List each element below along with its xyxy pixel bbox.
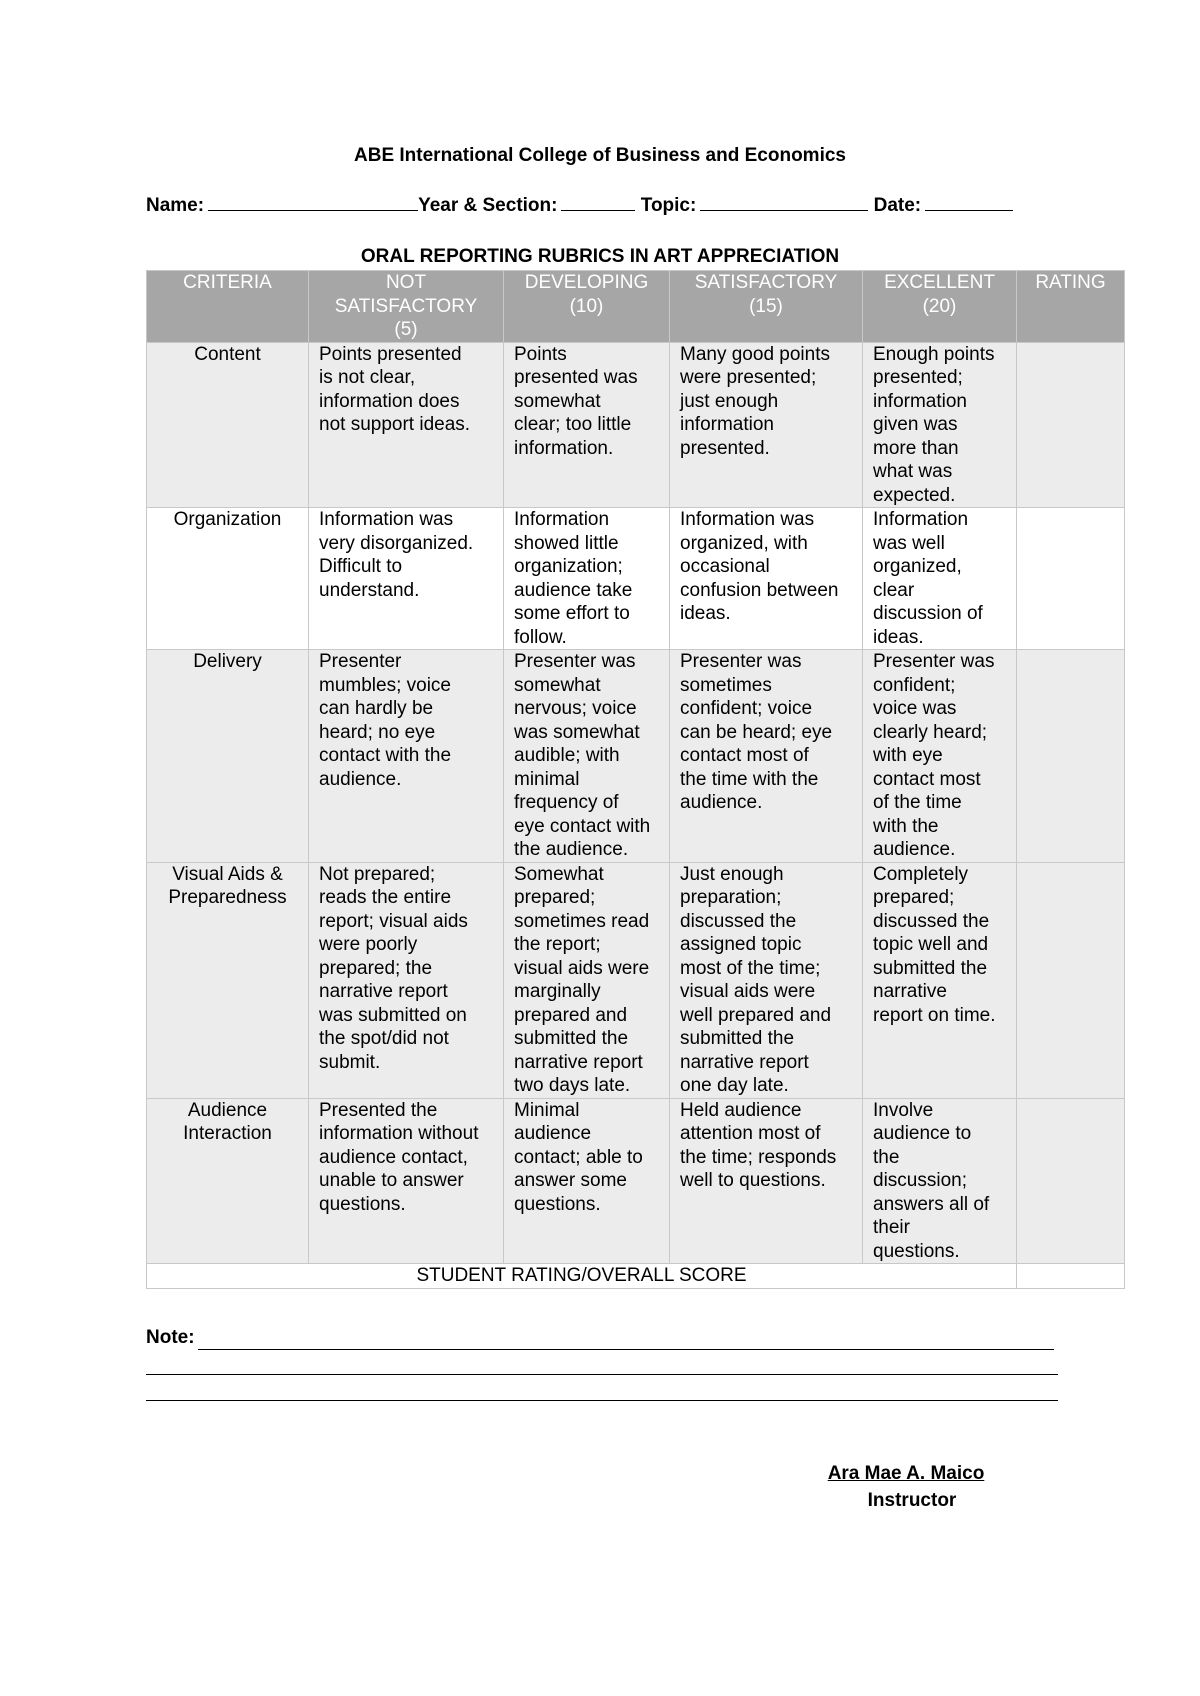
table-row	[147, 508, 1125, 650]
rating-cell[interactable]	[1017, 1098, 1125, 1264]
description-line: with eye	[873, 745, 943, 766]
description-line: questions.	[873, 1240, 960, 1262]
description-line: sometimes read	[514, 910, 650, 932]
satisfactory-cell	[670, 342, 863, 508]
description-line: was somewhat	[514, 721, 640, 743]
description-line: given was	[873, 414, 958, 435]
description-line: contact most	[873, 768, 981, 790]
excellent-cell	[863, 342, 1017, 508]
description-line: minimal	[514, 768, 580, 790]
description-line: organization;	[514, 556, 623, 577]
criteria-cell	[147, 1098, 309, 1264]
description-line: occasional	[680, 556, 770, 577]
description-line: ideas.	[873, 626, 924, 648]
description-line: the audience.	[514, 839, 629, 860]
description-line: questions.	[514, 1193, 601, 1215]
criteria-line: Preparedness	[168, 887, 287, 908]
criteria-line: Interaction	[183, 1123, 272, 1144]
description-line: information does	[319, 390, 460, 412]
description-line: Information was	[319, 509, 454, 530]
description-line: narrative report	[680, 1051, 809, 1073]
description-line: audience contact,	[319, 1146, 468, 1168]
note-line	[198, 1349, 1054, 1350]
description-line: well prepared and	[680, 1004, 832, 1026]
satisfactory-cell	[670, 508, 863, 650]
description-line: were poorly	[319, 934, 418, 955]
description-line: Presenter	[319, 651, 402, 672]
description-line: presented.	[680, 437, 770, 459]
description-line: questions.	[319, 1193, 406, 1215]
description-line: can hardly be	[319, 698, 434, 719]
description-line: what was	[873, 461, 953, 482]
developing-cell	[504, 508, 670, 650]
note-label: Note:	[146, 1327, 195, 1348]
description-line: expected.	[873, 484, 956, 506]
description-line: Completely	[873, 863, 969, 885]
description-line: nervous; voice	[514, 698, 637, 719]
description-line: Somewhat	[514, 863, 604, 885]
description-line: confident;	[873, 674, 956, 696]
header-criteria: CRITERIA	[147, 271, 309, 343]
name-label: Name	[146, 195, 198, 216]
description-line: was submitted on	[319, 1004, 467, 1026]
description-line: Points presented	[319, 343, 462, 365]
description-line: Not prepared;	[319, 863, 436, 885]
topic-blank	[700, 194, 868, 211]
description-line: frequency of	[514, 792, 619, 813]
description-line: audible; with	[514, 745, 620, 766]
instructor-role: Instructor	[867, 1490, 957, 1511]
developing-cell	[504, 1098, 670, 1264]
description-line: discussed the	[873, 910, 990, 932]
description-line: mumbles; voice	[319, 674, 451, 696]
description-line: heard; no eye	[319, 721, 436, 743]
not-satisfactory-cell	[309, 1098, 504, 1264]
excellent-cell	[863, 650, 1017, 863]
description-line: audience.	[680, 792, 763, 813]
description-line: answers all of	[873, 1193, 990, 1215]
description-line: confident; voice	[680, 698, 813, 719]
description-line: the	[873, 1146, 900, 1168]
criteria-cell	[147, 862, 309, 1098]
description-line: Involve	[873, 1099, 934, 1121]
description-line: Information	[873, 509, 969, 530]
description-line: with the	[873, 815, 939, 837]
total-label: STUDENT RATING/OVERALL SCORE	[147, 1264, 1017, 1289]
description-line: prepared;	[873, 887, 955, 908]
description-line: audience	[514, 1123, 592, 1144]
description-line: Enough points	[873, 343, 995, 365]
description-line: prepared;	[514, 887, 596, 908]
description-line: discussed the	[680, 910, 797, 932]
rating-cell[interactable]	[1017, 862, 1125, 1098]
satisfactory-cell	[670, 1098, 863, 1264]
description-line: contact with the	[319, 745, 452, 766]
description-line: assigned topic	[680, 934, 802, 955]
description-line: Many good points	[680, 343, 830, 365]
header-not-satisfactory: NOT SATISFACTORY (5)	[309, 271, 504, 343]
description-line: preparation;	[680, 887, 782, 908]
date-blank	[925, 194, 1013, 211]
description-line: just enough	[680, 390, 779, 412]
criteria-line: Content	[194, 343, 261, 365]
description-line: their	[873, 1217, 910, 1238]
description-line: is not clear,	[319, 367, 416, 388]
rating-cell[interactable]	[1017, 342, 1125, 508]
description-line: confusion between	[680, 579, 839, 601]
description-line: not support ideas.	[319, 414, 471, 435]
not-satisfactory-cell	[309, 342, 504, 508]
note-line	[146, 1374, 1058, 1375]
description-line: very disorganized.	[319, 532, 474, 554]
description-line: narrative report	[319, 981, 448, 1002]
description-line: narrative	[873, 981, 947, 1002]
description-line: submitted the	[514, 1028, 629, 1049]
description-line: discussion of	[873, 603, 983, 624]
header-satisfactory: SATISFACTORY (15)	[670, 271, 863, 343]
description-line: information	[873, 390, 967, 412]
school-title: ABE International College of Business and Economics	[354, 145, 846, 166]
description-line: audience to	[873, 1123, 972, 1144]
description-line: Presenter was	[873, 651, 995, 672]
description-line: clear; too little	[514, 414, 632, 435]
rating-cell[interactable]	[1017, 650, 1125, 863]
description-line: audience take	[514, 579, 633, 601]
description-line: understand.	[319, 579, 420, 601]
topic-label: Topic:	[640, 195, 697, 216]
excellent-cell	[863, 1098, 1017, 1264]
description-line: visual aids were	[680, 981, 816, 1002]
description-line: clearly heard;	[873, 721, 988, 743]
description-line: reads the entire	[319, 887, 452, 908]
description-line: submitted the	[873, 957, 988, 979]
description-line: somewhat	[514, 390, 601, 412]
criteria-cell	[147, 342, 309, 508]
description-line: ideas.	[680, 603, 731, 624]
excellent-cell	[863, 862, 1017, 1098]
description-line: more than	[873, 437, 959, 459]
description-line: follow.	[514, 626, 567, 648]
description-line: sometimes	[680, 674, 772, 696]
header-row	[147, 271, 1125, 343]
not-satisfactory-cell	[309, 508, 504, 650]
description-line: information.	[514, 437, 614, 459]
header-developing: DEVELOPING (10)	[504, 271, 670, 343]
description-line: one day late.	[680, 1075, 789, 1096]
description-line: answer some	[514, 1170, 627, 1191]
description-line: submit.	[319, 1051, 381, 1073]
description-line: the time; responds	[680, 1146, 837, 1168]
instructor-name: Ara Mae A. Maico	[827, 1463, 985, 1484]
description-line: submitted the	[680, 1028, 795, 1049]
criteria-line: Visual Aids &	[172, 863, 283, 885]
description-line: visual aids were	[514, 957, 650, 979]
description-line: Presenter was	[680, 651, 802, 672]
rubric-table	[146, 270, 1125, 1289]
satisfactory-cell	[670, 862, 863, 1098]
developing-cell	[504, 650, 670, 863]
description-line: eye contact with	[514, 815, 651, 837]
developing-cell	[504, 862, 670, 1098]
rubric-title: ORAL REPORTING RUBRICS IN ART APPRECIATION	[360, 246, 840, 267]
description-line: topic well and	[873, 934, 989, 955]
description-line: clear	[873, 579, 915, 601]
description-line: Presented the	[319, 1099, 438, 1121]
note-line	[146, 1400, 1058, 1401]
description-line: information without	[319, 1123, 479, 1144]
criteria-cell	[147, 650, 309, 863]
criteria-line: Organization	[173, 509, 282, 530]
description-line: can be heard; eye	[680, 721, 833, 743]
overall-score-cell[interactable]	[1017, 1264, 1125, 1289]
description-line: narrative report	[514, 1051, 643, 1073]
description-line: information	[680, 414, 774, 435]
description-line: the report;	[514, 934, 601, 955]
description-line: marginally	[514, 981, 601, 1002]
developing-cell	[504, 342, 670, 508]
date-label: Date:	[873, 195, 922, 216]
not-satisfactory-cell	[309, 650, 504, 863]
criteria-line: Delivery	[193, 651, 262, 672]
table-row	[147, 1098, 1125, 1264]
description-line: Points	[514, 343, 567, 365]
name-blank	[208, 194, 418, 211]
description-line: Information was	[680, 509, 815, 530]
table-row	[147, 862, 1125, 1098]
description-line: organized,	[873, 556, 962, 577]
description-line: contact most of	[680, 745, 809, 766]
description-line: well to questions.	[680, 1170, 826, 1191]
description-line: the time with the	[680, 768, 819, 790]
description-line: two days late.	[514, 1075, 631, 1096]
table-row	[147, 342, 1125, 508]
year-section-label: Year & Section:	[418, 195, 558, 216]
description-line: Information	[514, 509, 610, 530]
description-line: most of the time;	[680, 957, 821, 979]
description-line: unable to answer	[319, 1170, 464, 1191]
description-line: attention most of	[680, 1123, 821, 1144]
criteria-line: Audience	[187, 1099, 268, 1121]
description-line: the spot/did not	[319, 1028, 449, 1049]
description-line: audience.	[873, 839, 956, 860]
signature-block	[820, 1460, 992, 1514]
description-line: discussion;	[873, 1170, 967, 1191]
total-row	[147, 1264, 1125, 1289]
excellent-cell	[863, 508, 1017, 650]
description-line: prepared and	[514, 1004, 628, 1026]
not-satisfactory-cell	[309, 862, 504, 1098]
student-info-line: Name: Year & Section: Topic: Date:	[146, 194, 1066, 217]
rating-cell[interactable]	[1017, 508, 1125, 650]
description-line: somewhat	[514, 674, 601, 696]
description-line: showed little	[514, 532, 619, 554]
description-line: was well	[873, 532, 945, 554]
description-line: contact; able to	[514, 1146, 643, 1168]
description-line: Presenter was	[514, 651, 636, 672]
description-line: presented;	[873, 367, 963, 388]
header-rating: RATING	[1017, 271, 1125, 343]
description-line: Minimal	[514, 1099, 580, 1121]
description-line: Difficult to	[319, 556, 403, 577]
description-line: were presented;	[680, 367, 817, 388]
description-line: report; visual aids	[319, 910, 468, 932]
criteria-cell	[147, 508, 309, 650]
description-line: organized, with	[680, 532, 808, 554]
description-line: presented was	[514, 367, 638, 388]
description-line: of the time	[873, 792, 962, 813]
description-line: Held audience	[680, 1099, 802, 1121]
header-excellent: EXCELLENT (20)	[863, 271, 1017, 343]
description-line: prepared; the	[319, 957, 433, 979]
satisfactory-cell	[670, 650, 863, 863]
table-row	[147, 650, 1125, 863]
description-line: Just enough	[680, 863, 784, 885]
description-line: audience.	[319, 768, 402, 790]
description-line: report on time.	[873, 1004, 996, 1026]
year-section-blank	[561, 194, 635, 211]
description-line: voice was	[873, 698, 957, 719]
description-line: some effort to	[514, 603, 630, 624]
